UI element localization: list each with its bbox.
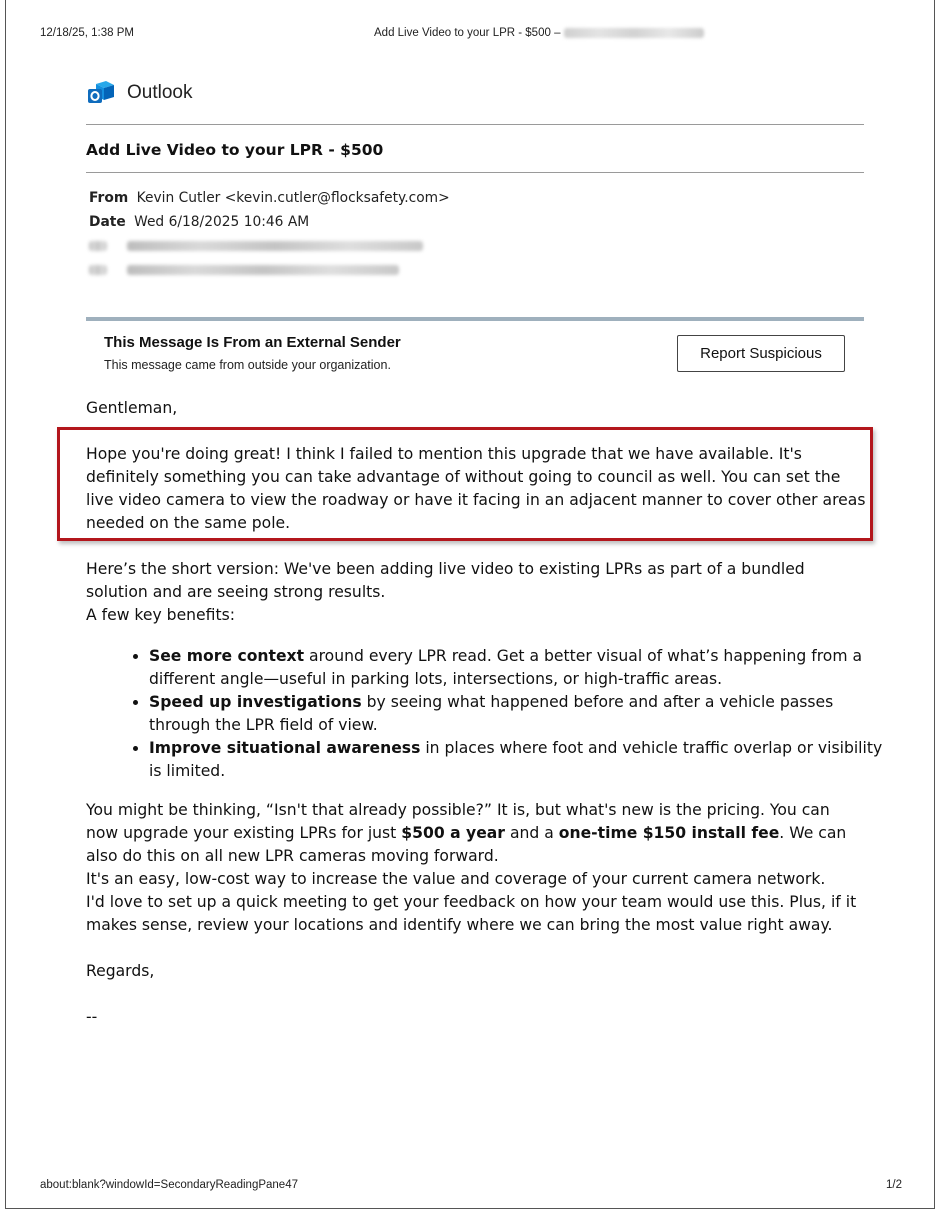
- highlighted-paragraph: Hope you're doing great! I think I failed to mention this upgrade that we have available. It's definitely something you can take advantage of without going to council as well. You can set the live video camera to view the roadway or have it facing in an adjacent manner to cover other areas needed on the same pole.: [86, 445, 866, 532]
- benefit-bold: See more context: [149, 647, 305, 665]
- redacted-to-label: [89, 241, 107, 251]
- report-suspicious-button[interactable]: Report Suspicious: [677, 335, 845, 372]
- benefits-intro: A few key benefits:: [86, 606, 235, 624]
- easy-line: It's an easy, low-cost way to increase the value and coverage of your current camera network.: [86, 870, 826, 888]
- date-value: Wed 6/18/2025 10:46 AM: [134, 214, 310, 230]
- list-item: [149, 645, 889, 691]
- benefit-text: by seeing what happened before and after a vehicle passes through the LPR field of view.: [149, 693, 834, 734]
- email-subject: Add Live Video to your LPR - $500: [86, 141, 384, 159]
- redacted-cc-value: [127, 265, 399, 275]
- pricing-text-3: . We can also do this on all new LPR cameras moving forward.: [86, 824, 847, 865]
- from-value[interactable]: Kevin Cutler <kevin.cutler@flocksafety.com>: [136, 190, 450, 206]
- benefit-bold: Improve situational awareness: [149, 739, 421, 757]
- divider: [86, 172, 864, 173]
- short-version-paragraph: [86, 558, 866, 627]
- date-label: Date: [89, 214, 126, 230]
- banner-title: This Message Is From an External Sender: [104, 334, 401, 351]
- redacted-to-value: [127, 241, 423, 251]
- benefit-bold: Speed up investigations: [149, 693, 362, 711]
- benefits-list: [128, 645, 889, 783]
- divider: [86, 124, 864, 125]
- list-item: [149, 691, 889, 737]
- short-version-text: Here’s the short version: We've been adding live video to existing LPRs as part of a bundled solution and are seeing strong results.: [86, 560, 805, 601]
- date-row: [89, 214, 309, 230]
- print-header: [40, 27, 902, 41]
- from-row: [89, 190, 450, 206]
- print-title: [374, 27, 704, 39]
- benefit-text: around every LPR read. Get a better visual of what’s happening from a different angle—useful in parking lots, intersections, or high-traffic areas.: [149, 647, 863, 688]
- page-number: 1/2: [886, 1179, 902, 1191]
- pricing-text-2: and a: [505, 824, 559, 842]
- closing: Regards,: [86, 962, 155, 980]
- redacted-cc-label: [89, 265, 107, 275]
- list-item: [149, 737, 889, 783]
- redacted-text: [564, 28, 704, 38]
- outlook-logo-icon: [87, 79, 115, 107]
- pricing-text-1: You might be thinking, “Isn't that already possible?” It is, but what's new is the pricing. You can now upgrade your existing LPRs for just: [86, 801, 830, 842]
- outlook-brand: [87, 78, 192, 108]
- pricing-bold-1: $500 a year: [401, 824, 506, 842]
- pricing-bold-2: one-time $150 install fee: [558, 824, 780, 842]
- pricing-paragraph: [86, 799, 866, 937]
- banner-subtitle: This message came from outside your organization.: [104, 358, 391, 372]
- benefit-text: in places where foot and vehicle traffic overlap or visibility is limited.: [149, 739, 883, 780]
- print-datetime: 12/18/25, 1:38 PM: [40, 27, 134, 39]
- print-title-text: Add Live Video to your LPR - $500 –: [374, 27, 561, 39]
- external-sender-banner: [86, 317, 864, 385]
- from-label: From: [89, 190, 129, 206]
- print-url: about:blank?windowId=SecondaryReadingPane47: [40, 1179, 298, 1191]
- meeting-line: I'd love to set up a quick meeting to get your feedback on how your team would use this. Plus, if it makes sense, review your locations and identify where we can bring the most value right away.: [86, 893, 857, 934]
- signature: --: [86, 1008, 98, 1026]
- app-name: Outlook: [127, 82, 193, 103]
- greeting: Gentleman,: [86, 399, 178, 417]
